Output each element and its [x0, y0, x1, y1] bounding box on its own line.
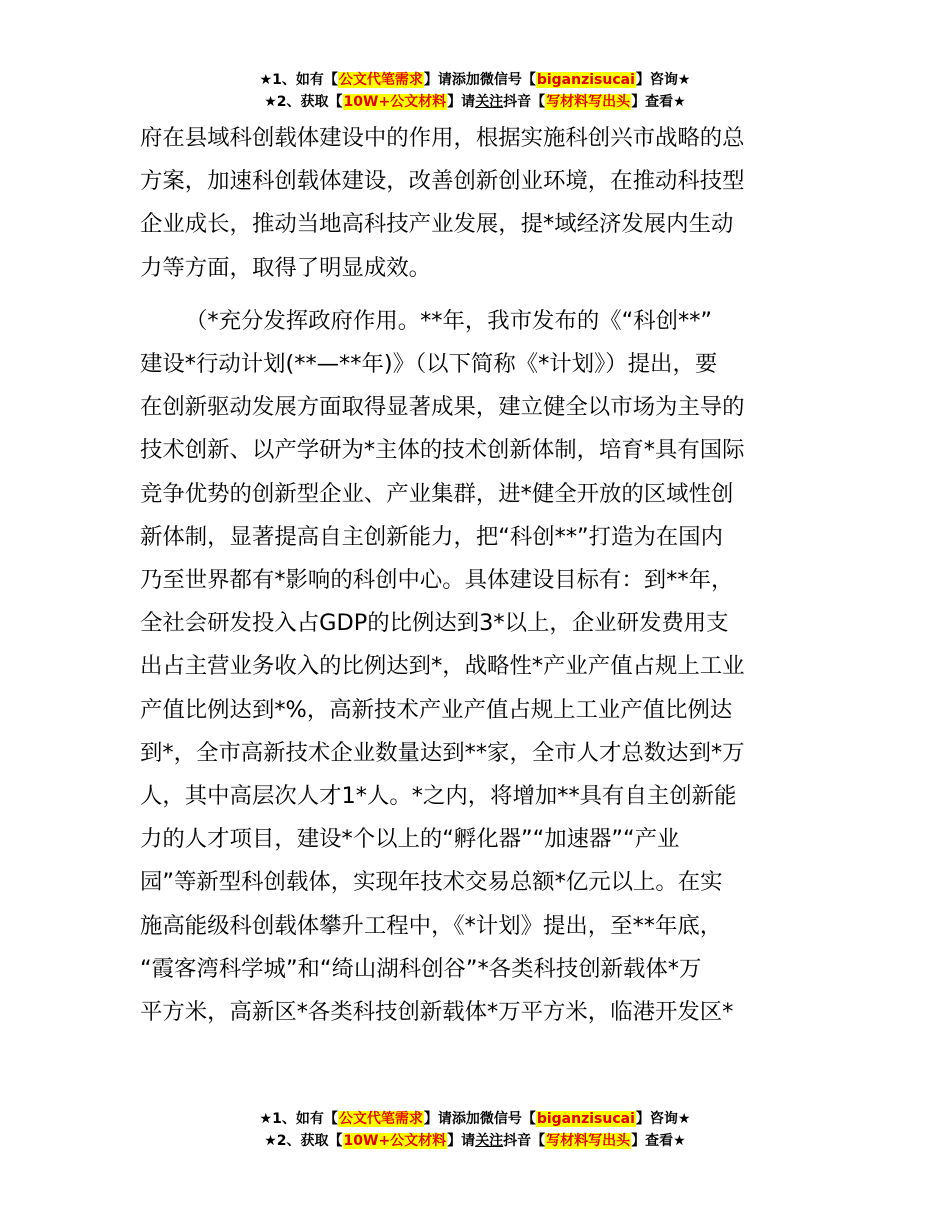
text-line: 平方米，高新区*各类科技创新载体*万平方米，临港开发区* — [140, 999, 734, 1026]
text-line: 施高能级科创载体攀升工程中，《*计划》提出，至**年底， — [140, 912, 723, 939]
text-line: 园”等新型科创载体，实现年技术交易总额*亿元以上。在实 — [140, 869, 723, 896]
banner-highlight: biganzisucai — [536, 72, 635, 88]
banner-text: 微信号【 — [479, 72, 536, 88]
text-line: 建设*行动计划(**—**年)》（以下简称《*计划》）提出，要 — [140, 351, 718, 378]
text-line: 出占主营业务收入的比例达到*，战略性*产业产值占规上工业 — [140, 653, 745, 680]
header-banner — [0, 69, 950, 113]
banner-text: 加 — [465, 1111, 480, 1127]
banner-line-2 — [0, 91, 950, 113]
banner-text: 】咨询★ — [635, 72, 691, 88]
banner-highlight: 10W+公文材料 — [343, 1133, 447, 1149]
text-line: 全社会研发投入占GDP的比例达到3*以上，企业研发费用支 — [140, 610, 729, 637]
banner-text: 】咨询★ — [635, 1111, 691, 1127]
banner-text: 抖音【 — [503, 1133, 546, 1149]
footer-banner — [0, 1108, 950, 1152]
text-line: 力的人才项目，建设*个以上的“孵化器”“加速器”“产业 — [140, 826, 680, 853]
text-line: 企业成长，推动当地高科技产业发展，提*域经济发展内生动 — [140, 211, 734, 238]
banner-text: ★1、如有【 — [259, 1111, 338, 1127]
paragraph — [140, 300, 812, 1034]
banner-line-1 — [0, 69, 950, 91]
text-line: （*充分发挥政府作用。**年，我市发布的《“科创**” — [185, 307, 712, 334]
banner-highlight: 公文代笔需求 — [338, 1111, 423, 1127]
banner-text: 关注 — [475, 1133, 504, 1149]
banner-text: 】查看★ — [631, 94, 686, 110]
text-line: 到*，全市高新技术企业数量达到**家，全市人才总数达到*万 — [140, 739, 745, 766]
banner-highlight: 写材料写出头 — [546, 1133, 631, 1149]
text-line: 新体制，显著提高自主创新能力，把“科创**”打造为在国内 — [140, 523, 723, 550]
banner-line-2 — [0, 1130, 950, 1152]
banner-text: 】请 — [447, 94, 476, 110]
banner-text: ★1、如有【 — [259, 72, 338, 88]
text-line: 人，其中高层次人才1*人。*之内，将增加**具有自主创新能 — [140, 783, 737, 810]
text-line: 产值比例达到*%，高新技术产业产值占规上工业产值比例达 — [140, 696, 733, 723]
banner-text: 微信号【 — [479, 1111, 536, 1127]
banner-highlight: 写材料写出头 — [546, 94, 631, 110]
banner-text: 抖音【 — [503, 94, 546, 110]
text-line: 竞争优势的创新型企业、产业集群，进*健全开放的区域性创 — [140, 480, 734, 507]
banner-highlight: 公文代笔需求 — [338, 72, 423, 88]
text-line: 在创新驱动发展方面取得显著成果，建立健全以市场为主导的 — [140, 394, 745, 421]
text-line: “霞客湾科学城”和“绮山湖科创谷”*各类科技创新载体*万 — [140, 955, 702, 982]
banner-highlight: 10W+公文材料 — [343, 94, 447, 110]
text-line: 方案，加速科创载体建设，改善创新创业环境，在推动科技型 — [140, 168, 745, 195]
banner-text: 加 — [465, 72, 480, 88]
text-line: 技术创新、以产学研为*主体的技术创新体制，培育*具有国际 — [140, 437, 745, 464]
text-line: 府在县域科创载体建设中的作用，根据实施科创兴市战略的总 — [140, 125, 745, 151]
banner-text: 】查看★ — [631, 1133, 686, 1149]
banner-highlight: biganzisucai — [536, 1111, 635, 1127]
banner-text: 关注 — [475, 94, 504, 110]
banner-text: 】请 — [447, 1133, 476, 1149]
banner-line-1 — [0, 1108, 950, 1130]
banner-text: 】请添 — [423, 1111, 466, 1127]
paragraph — [140, 117, 812, 290]
document-body — [140, 117, 812, 1034]
banner-text: 】请添 — [423, 72, 466, 88]
text-line: 力等方面，取得了明显成效。 — [140, 254, 432, 281]
text-line: 乃至世界都有*影响的科创中心。具体建设目标有：到**年， — [140, 567, 734, 594]
banner-text: ★2、获取【 — [264, 94, 343, 110]
banner-text: ★2、获取【 — [264, 1133, 343, 1149]
